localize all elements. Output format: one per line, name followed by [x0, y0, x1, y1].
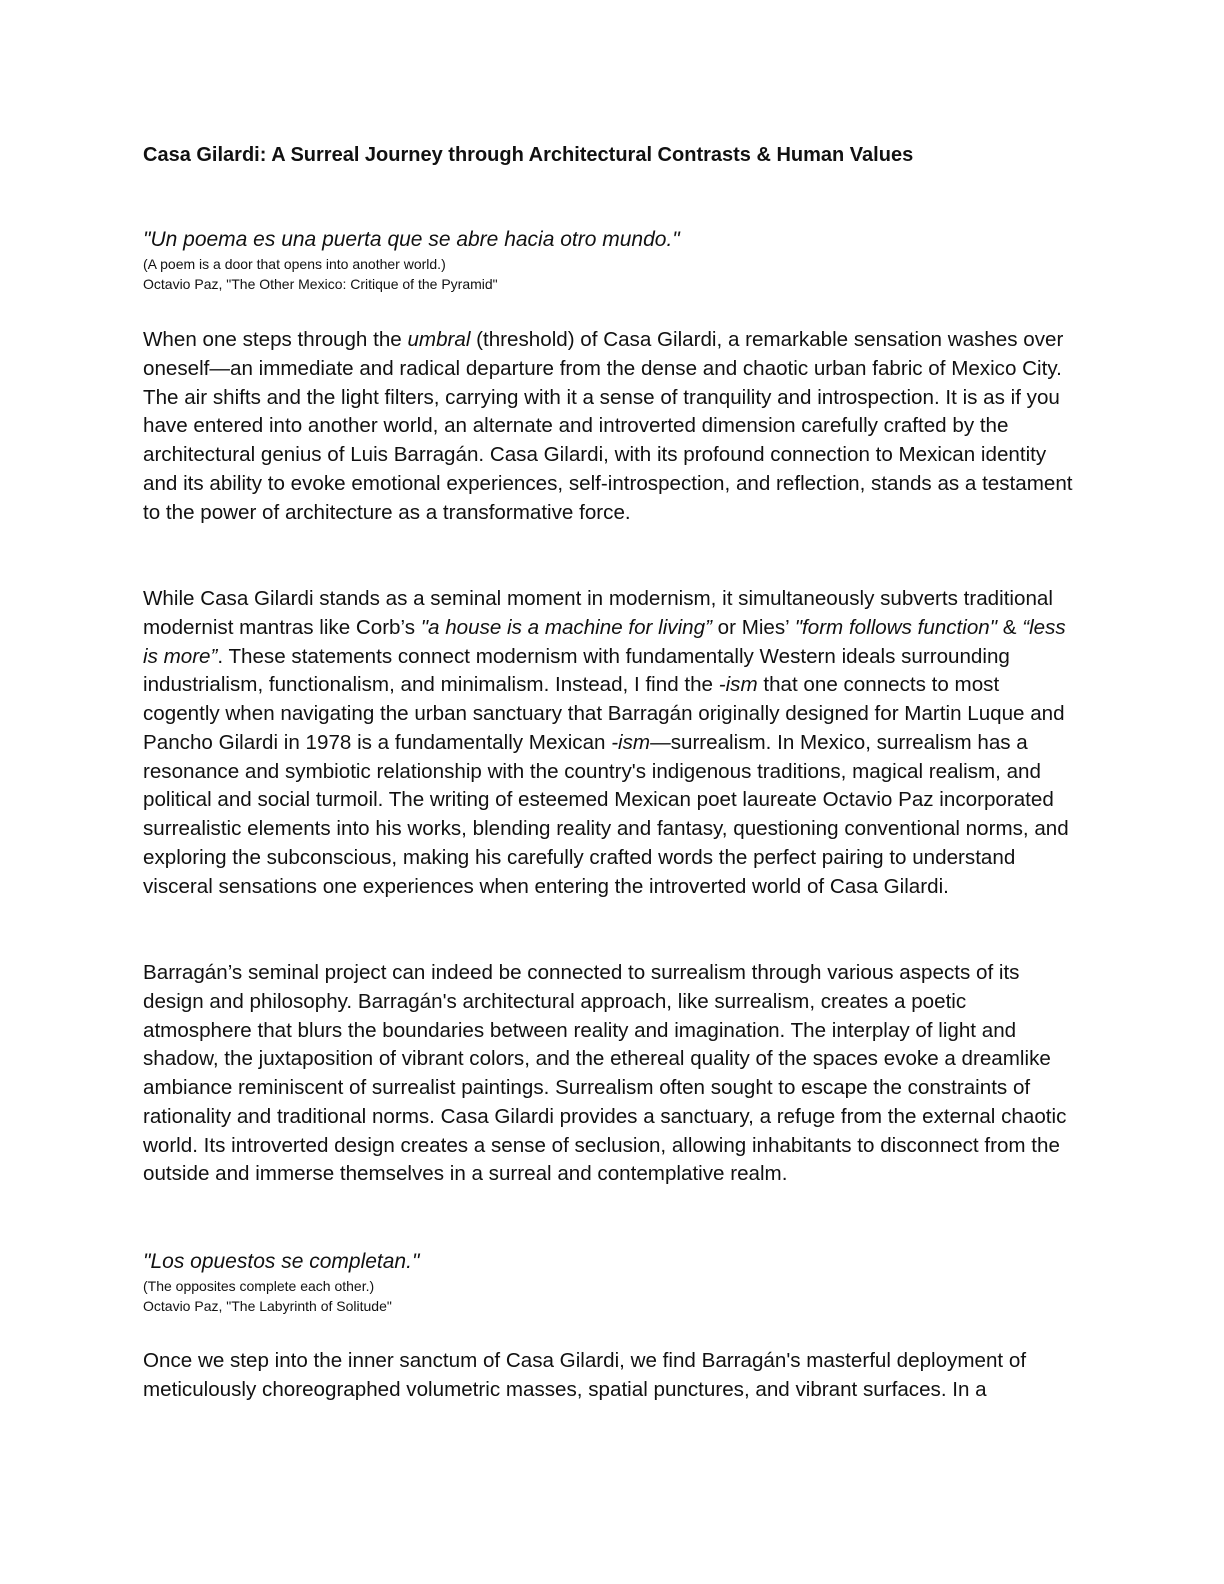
paragraph-2 [143, 585, 1078, 901]
epigraph-1-translation: (A poem is a door that opens into another world.) [143, 256, 446, 272]
epigraph-2-source: Octavio Paz, "The Labyrinth of Solitude" [143, 1298, 392, 1314]
paragraph-1 [143, 326, 1078, 527]
paragraph-4: Once we step into the inner sanctum of Casa Gilardi, we find Barragán's masterful deployment of meticulously choreographed volumetric masses, spatial punctures, and vibrant surfaces. In a [143, 1349, 1027, 1401]
epigraph-1-quote: "Un poema es una puerta que se abre hacia otro mundo." [143, 228, 680, 251]
epigraph-2-translation: (The opposites complete each other.) [143, 1278, 375, 1294]
paragraph-2-text-e: that one connects to most cogently when navigating the urban sanctuary that Barragán originally designed for Martin Luque and Pancho Gilardi in 1978 is a fundamentally Mexican [143, 673, 1065, 754]
paragraph-2-text-a: While Casa Gilardi stands as a seminal moment in modernism, it simultaneously subverts traditional modernist mantras like Corb’s [143, 587, 1053, 639]
paragraph-1-text-a: When one steps through the [143, 328, 408, 351]
paragraph-2-mies-quote: "form follows function" [794, 615, 998, 639]
document-title: Casa Gilardi: A Surreal Journey through Architectural Contrasts & Human Values [143, 144, 914, 166]
paragraph-2-less-quote: “less is more” [143, 615, 1066, 668]
paragraph-2-text-d: . These statements connect modernism with fundamentally Western ideals surrounding industrialism, functionalism, and minimalism. Instead, I find the [143, 644, 1010, 697]
epigraph-1 [143, 226, 1078, 294]
paragraph-2-corb-quote: "a house is a machine for living” [420, 615, 712, 639]
paragraph-1-text-b: (threshold) of Casa Gilardi, a remarkable sensation washes over oneself—an immediate and radical departure from the dense and chaotic urban fabric of Mexico City. The air shifts and the light filters, carrying with it a sense of tranquility and introspection. It is as if you have entered into another world, an alternate and introverted dimension carefully crafted by the architectural genius of Luis Barragán. Casa Gilardi, with its profound connection to Mexican identity and its ability to evoke emotional experiences, self-introspection, and reflection, stands as a testament to the power of architecture as a transformative force. [143, 328, 1073, 524]
paragraph-1-umbral: umbral [407, 328, 471, 351]
epigraph-2-quote: "Los opuestos se completan." [143, 1250, 420, 1273]
paragraph-2-text-c: & [997, 615, 1023, 639]
epigraph-2 [143, 1248, 1078, 1316]
paragraph-2-ism-2: -ism [611, 730, 651, 754]
epigraph-1-source: Octavio Paz, "The Other Mexico: Critique of the Pyramid" [143, 276, 498, 292]
paragraph-3: Barragán’s seminal project can indeed be connected to surrealism through various aspects of its design and philosophy. Barragán's architectural approach, like surrealism, creates a poetic atmosphere that blurs the boundaries between reality and imagination. The interplay of light and shadow, the juxtaposition of vibrant colors, and the ethereal quality of the spaces evoke a dreamlike ambiance reminiscent of surrealist paintings. Surrealism often sought to escape the constraints of rationality and traditional norms. Casa Gilardi provides a sanctuary, a refuge from the external chaotic world. Its introverted design creates a sense of seclusion, allowing inhabitants to disconnect from the outside and immerse themselves in a surreal and contemplative realm. [143, 961, 1067, 1186]
paragraph-2-ism-1: -ism [718, 673, 758, 697]
paragraph-2-text-b: or Mies’ [711, 615, 795, 639]
paragraph-2-text-f: —surrealism. In Mexico, surrealism has a resonance and symbiotic relationship with the country's indigenous traditions, magical realism, and political and social turmoil. The writing of esteemed Mexican poet laureate Octavio Paz incorporated surrealistic elements into his works, blending reality and fantasy, questioning conventional norms, and exploring the subconscious, making his carefully crafted words the perfect pairing to understand visceral sensations one experiences when entering the introverted world of Casa Gilardi. [143, 730, 1069, 898]
